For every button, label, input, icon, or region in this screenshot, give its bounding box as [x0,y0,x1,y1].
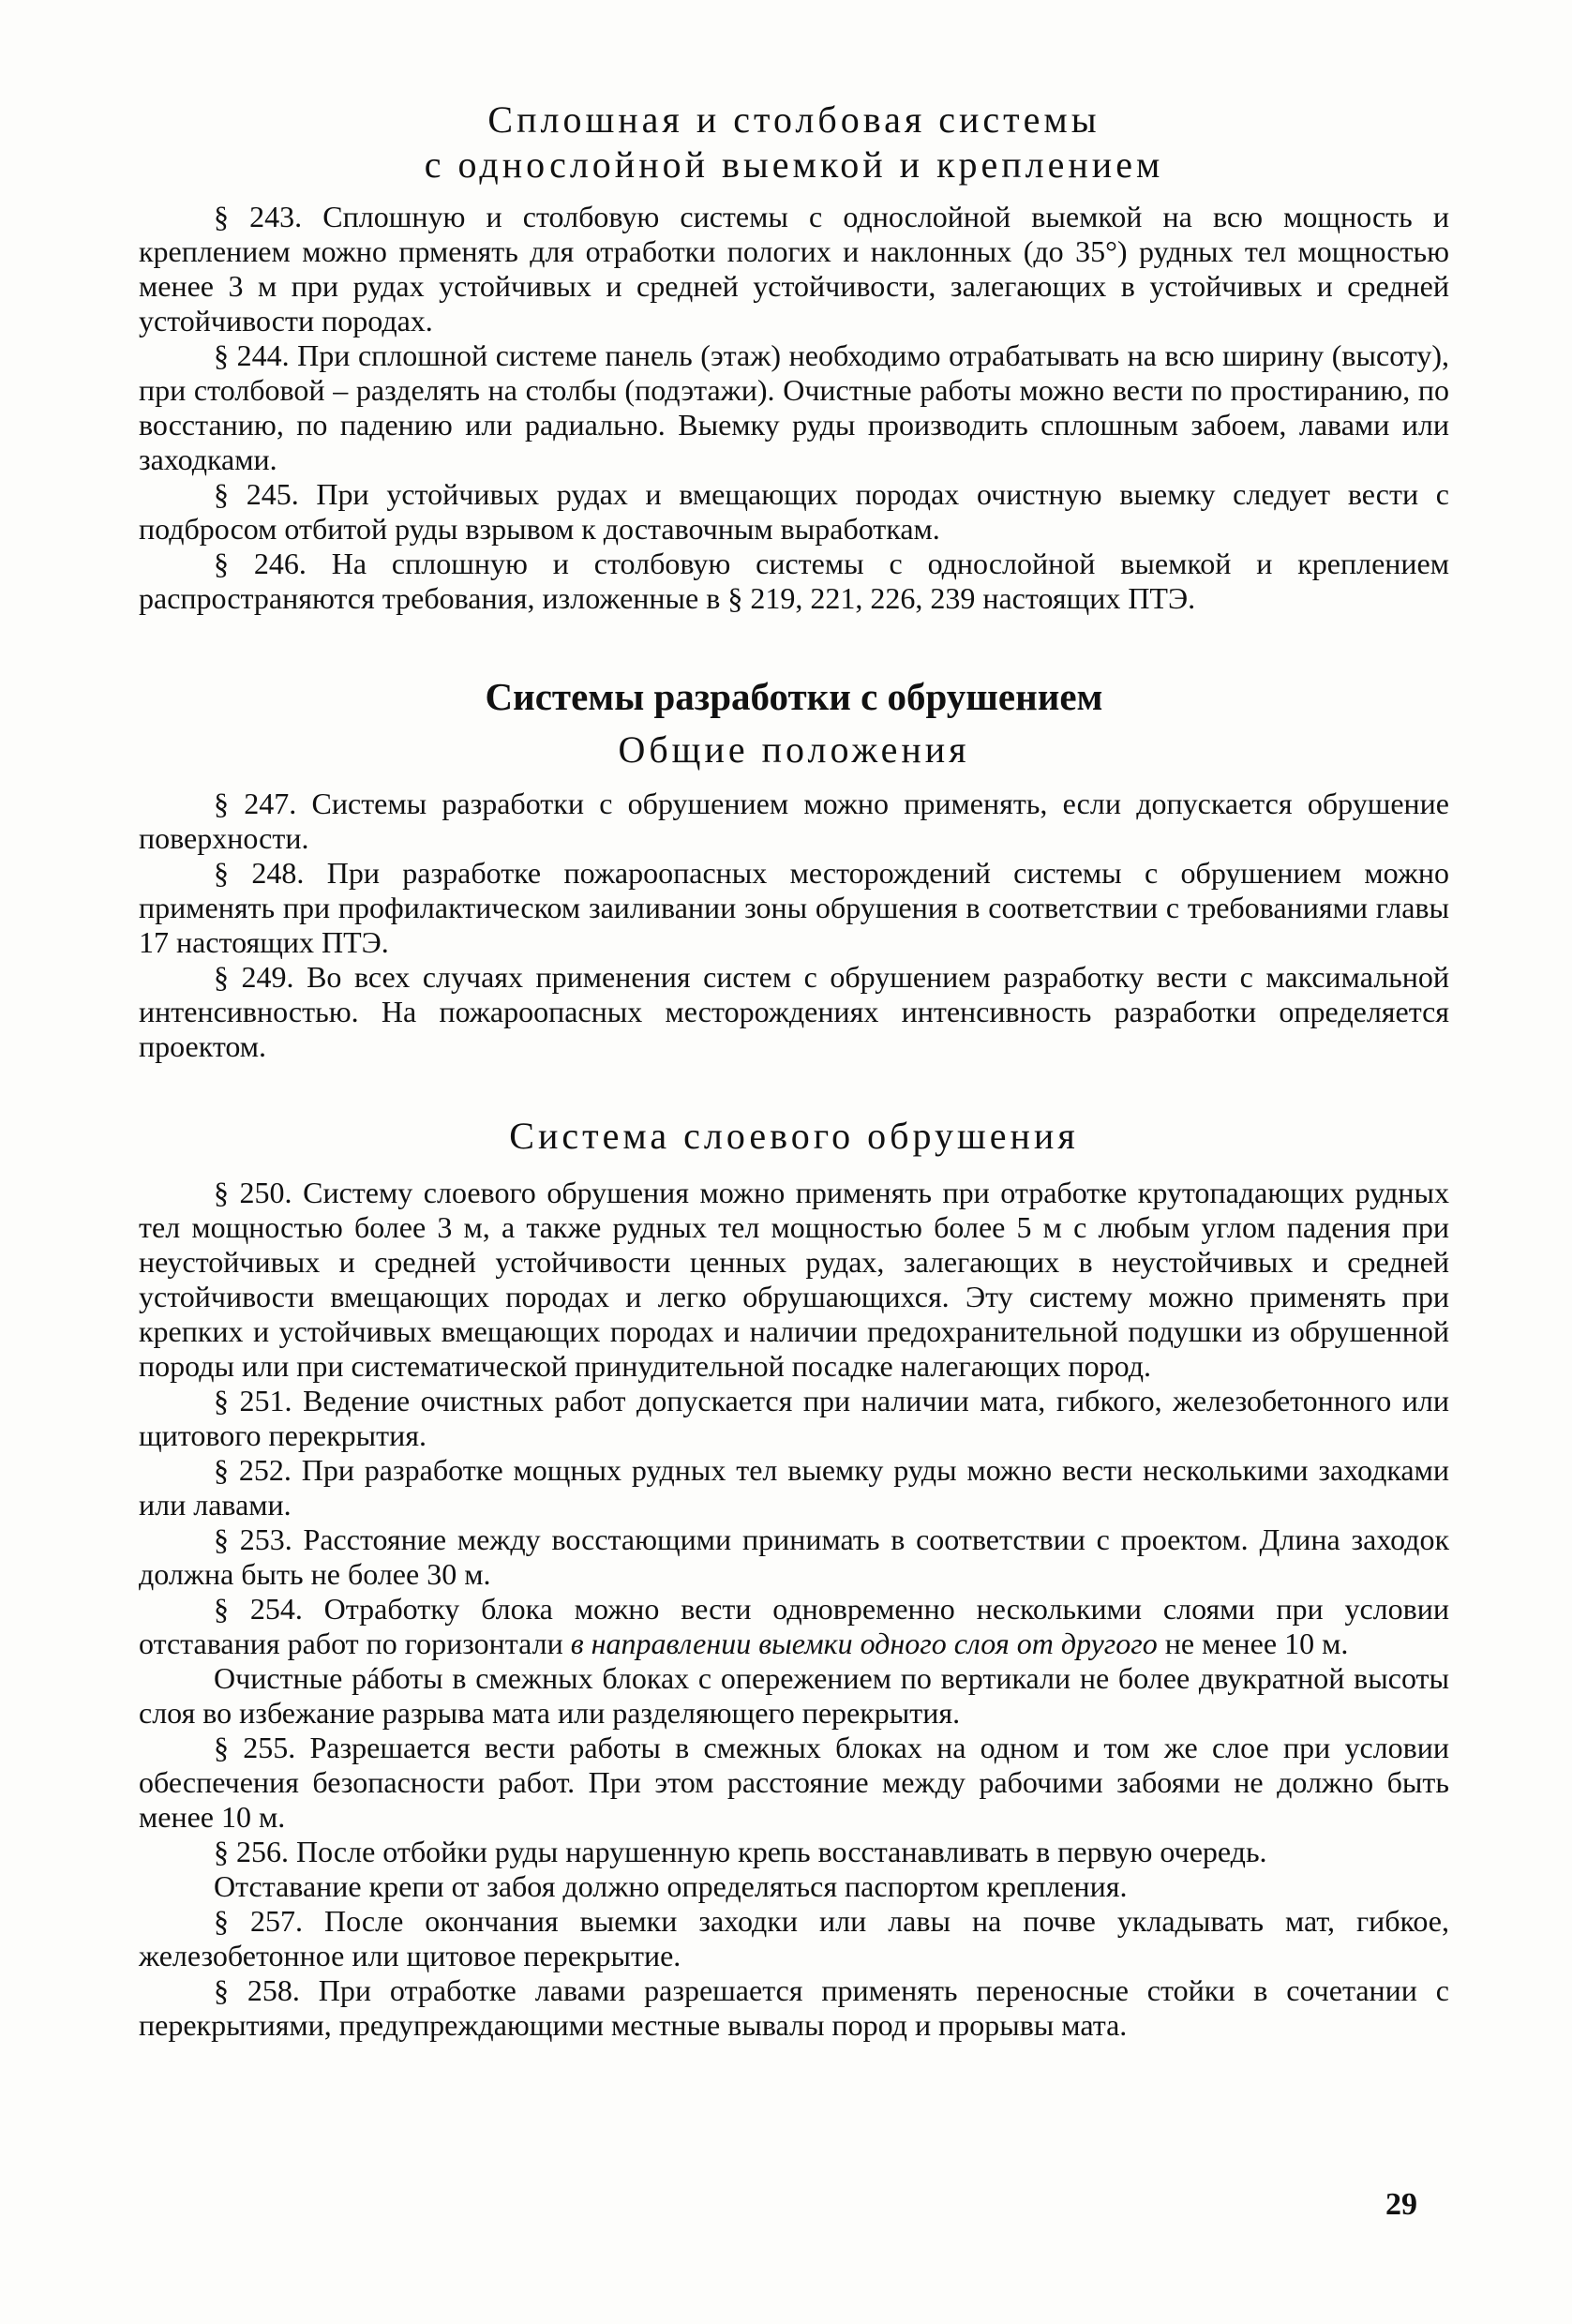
section-title-caving: Системы разработки с обрушением [485,675,1103,718]
section-subtitle-general: Общие положения [618,728,970,771]
paragraph-252: § 252. При разработке мощных рудных тел выемку руды можно вести несколькими заходками или лавами. [139,1453,1449,1522]
section2-body [139,787,1449,1064]
section-caving-systems [139,673,1449,772]
paragraph-254-start: § 254. Отработку блока можно вести одновременно несколькими слоями при условии отставания работ по горизонтали [139,1592,1449,1660]
section3-body [139,1176,1449,2043]
page-number: 29 [1385,2187,1417,2222]
section-title-line2: с однослойной выемкой и креплением [424,143,1164,186]
paragraph-254 [139,1592,1449,1661]
paragraph-249: § 249. Во всех случаях применения систем с обрушением разработку вести с максимальной интенсивностью. На пожароопасных месторождениях интенсивность разработки определяется проектом. [139,960,1449,1063]
paragraph-245: § 245. При устойчивых рудах и вмещающих породах очистную выемку следует вести с подбросом отбитой руды взрывом к доставочным выработкам. [139,477,1449,546]
paragraph-254-continued: Очистные рáботы в смежных блоках с опережением по вертикали не более двукратной высоты слоя во избежание разрыва мата или разделяющего перекрытия. [139,1661,1449,1730]
paragraph-254-end: не менее 10 м. [1164,1627,1349,1660]
section-title-line1: Сплошная и столбовая системы [487,98,1100,141]
paragraph-251: § 251. Ведение очистных работ допускается при наличии мата, гибкого, железобетонного или щитового перекрытия. [139,1384,1449,1452]
paragraph-254-italic: в направлении выемки одного слоя от другого [570,1627,1158,1660]
section-slice-caving [139,1114,1449,1159]
paragraph-253: § 253. Расстояние между восстающими принимать в соответствии с проектом. Длина заходок должна быть не более 30 м. [139,1522,1449,1591]
paragraph-248: § 248. При разработке пожароопасных месторождений системы с обрушением можно применять при профилактическом заиливании зоны обрушения в соответствии с требованиями главы 17 настоящих ПТЭ. [139,856,1449,959]
paragraph-256-continued: Отставание крепи от забоя должно определяться паспортом крепления. [214,1869,1128,1903]
paragraph-246: § 246. На сплошную и столбовую системы с однослойной выемкой и креплением распространяются требования, изложенные в § 219, 221, 226, 239 настоящих ПТЭ. [139,547,1449,615]
paragraph-247: § 247. Системы разработки с обрушением можно применять, если допускается обрушение поверхности. [139,787,1449,855]
paragraph-257: § 257. После окончания выемки заходки или лавы на почве укладывать мат, гибкое, железобетонное или щитовое перекрытие. [139,1904,1449,1972]
paragraph-250: § 250. Систему слоевого обрушения можно применять при отработке крутопадающих рудных тел мощностью более 3 м, а также рудных тел мощностью более 5 м с любым углом падения при неустойчивых и средней устойчивости ценных рудах, залегающих в неустойчивых и средней устойчивости вмещающих породах и легко обрушающихся. Эту систему можно применять при крепких и устойчивых вмещающих породах и наличии предохранительной подушки из обрушенной породы или при систематической принудительной посадке налегающих пород. [139,1176,1449,1383]
section1-body [139,200,1449,616]
paragraph-258: § 258. При отработке лавами разрешается применять переносные стойки в сочетании с перекрытиями, предупреждающими местные вывалы пород и прорывы мата. [139,1973,1449,2042]
paragraph-244: § 244. При сплошной системе панель (этаж) необходимо отрабатывать на всю ширину (высоту), при столбовой – разделять на столбы (подэтажи). Очистные работы можно вести по простиранию, по восстанию, по падению или радиально. Выемку руды производить сплошным забоем, лавами или заходками. [139,338,1449,476]
section-continuous-pillar [139,97,1449,187]
paragraph-256: § 256. После отбойки руды нарушенную крепь восстанавливать в первую очередь. [214,1835,1267,1868]
paragraph-243: § 243. Сплошную и столбовую системы с однослойной выемкой на всю мощность и креплением можно прменять для отработки пологих и наклонных (до 35°) рудных тел мощностью менее 3 м при рудах устойчивых и средней устойчивости, залегающих в устойчивых и средней устойчивости породах. [139,200,1449,337]
section-title-slice-caving: Система слоевого обрушения [509,1115,1079,1157]
paragraph-255: § 255. Разрешается вести работы в смежных блоках на одном и том же слое при условии обеспечения безопасности работ. При этом расстояние между рабочими забоями не должно быть менее 10 м. [139,1731,1449,1834]
